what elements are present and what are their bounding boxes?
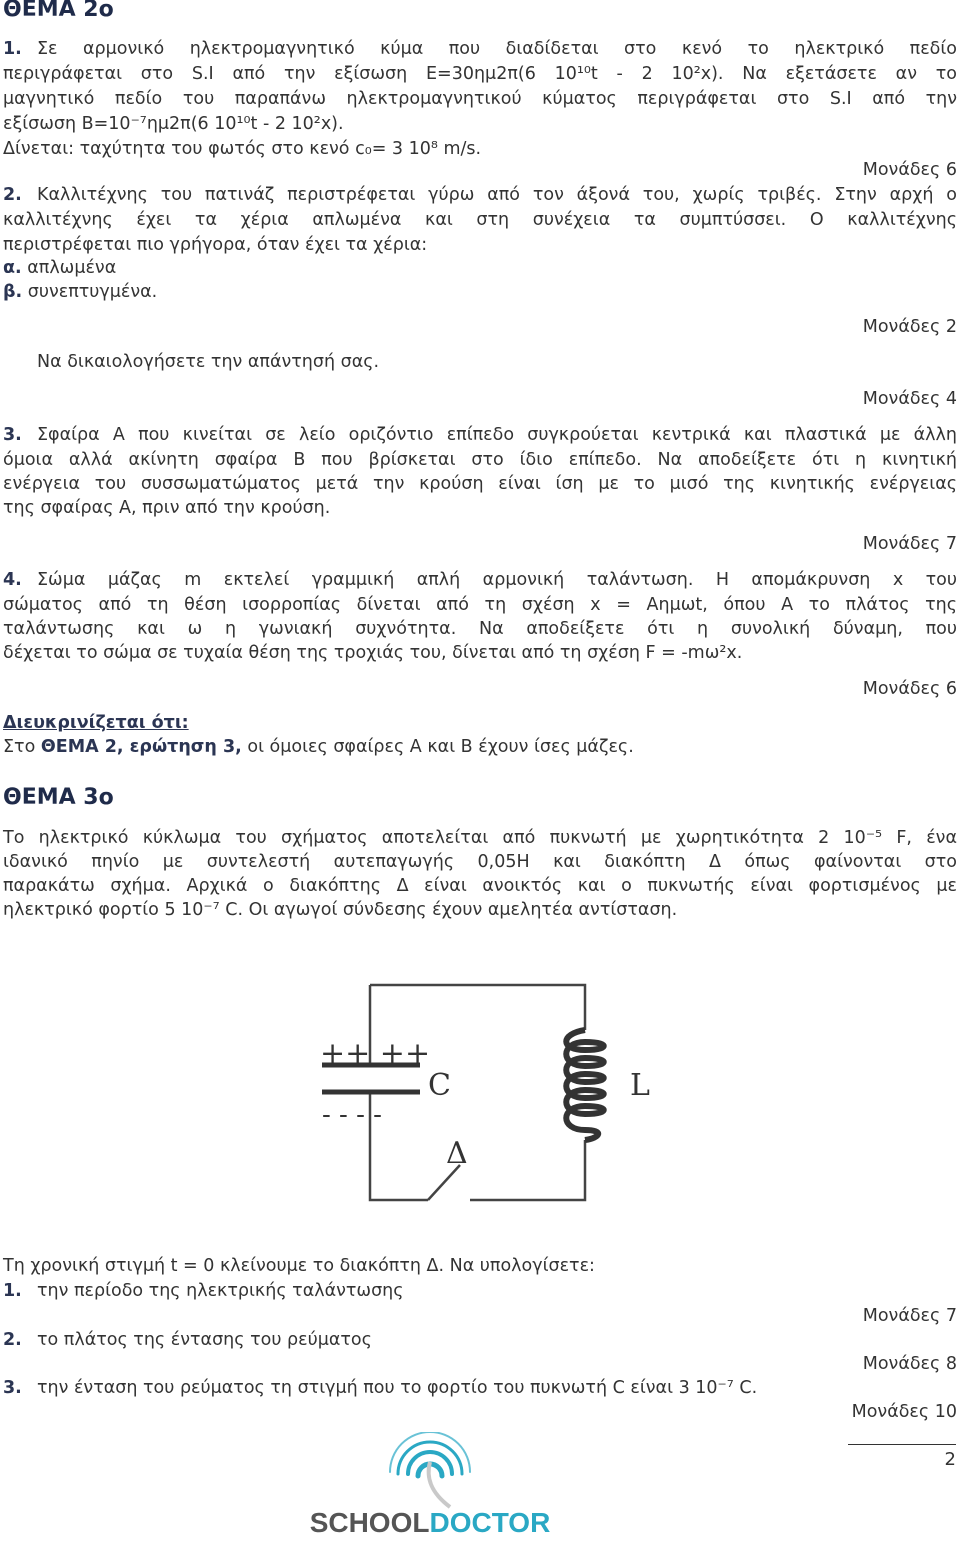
logo-text-doctor: DOCTOR bbox=[429, 1507, 551, 1538]
q4-marks: Μονάδες 6 bbox=[862, 679, 957, 699]
q2-marks-2: Μονάδες 4 bbox=[862, 389, 957, 409]
q4-line1: Σώμα μάζας m εκτελεί γραμμική απλή αρμονική ταλάντωση. Η απομάκρυνση x του bbox=[37, 570, 957, 590]
capacitor-label: C bbox=[428, 1068, 451, 1103]
q3-line3: ενέργεια του συσσωματώματος μετά την κρούση είναι ίση με το μισό της κινητικής ενέργειας bbox=[3, 474, 957, 494]
q4-line2: σώματος από τη θέση ισορροπίας δίνεται από τη σχέση x = Αημωt, όπου Α το πλάτος της bbox=[3, 595, 957, 615]
part3-number: 3. bbox=[3, 1378, 22, 1398]
part1-number: 1. bbox=[3, 1281, 22, 1301]
inductor-coil bbox=[566, 1030, 604, 1140]
q3-number: 3. bbox=[3, 425, 22, 445]
page-number: 2 bbox=[848, 1444, 956, 1470]
q2-line3: περιστρέφεται πιο γρήγορα, όταν έχει τα χέρια: bbox=[3, 235, 428, 255]
logo-text bbox=[310, 1507, 551, 1538]
q2-option-a-label: α. bbox=[3, 258, 22, 278]
clarification-bold: ΘΕΜΑ 2, ερώτηση 3, bbox=[40, 737, 242, 757]
q2-option-b-text: συνεπτυγμένα. bbox=[27, 282, 158, 302]
theme3-line4: ηλεκτρικό φορτίο 5 10⁻⁷ C. Οι αγωγοί σύνδεσης έχουν αμελητέα αντίσταση. bbox=[3, 900, 678, 920]
part1-text: την περίοδο της ηλεκτρικής ταλάντωσης bbox=[37, 1281, 404, 1301]
part3-text: την ένταση του ρεύματος τη στιγμή που το φορτίο του πυκνωτή C είναι 3 10⁻⁷ C. bbox=[37, 1378, 758, 1398]
q4-line3: ταλάντωσης και ω η γωνιακή συχνότητα. Να αποδείξετε ότι η συνολική δύναμη, που bbox=[3, 619, 957, 639]
q3-line4: της σφαίρας Α, πριν από την κρούση. bbox=[3, 498, 331, 518]
q2-option-b-label: β. bbox=[3, 282, 23, 302]
logo-text-school: SCHOOL bbox=[309, 1507, 430, 1538]
capacitor-minus-charges: - - - - bbox=[322, 1100, 382, 1130]
q2-option-b bbox=[3, 280, 157, 304]
theme3-line3: παρακάτω σχήμα. Αρχικά ο διακόπτης Δ είναι ανοικτός και ο πυκνωτής είναι φορτισμένος με bbox=[3, 876, 957, 896]
part2-marks: Μονάδες 8 bbox=[862, 1354, 957, 1374]
clarification-pre: Στο bbox=[3, 737, 41, 757]
theme3-line2: ιδανικό πηνίο με συντελεστή αυτεπαγωγής 0,05Η και διακόπτη Δ όπως φαίνονται στο bbox=[3, 852, 957, 872]
switch-label: Δ bbox=[446, 1136, 468, 1171]
schooldoctor-logo bbox=[300, 1432, 560, 1544]
q2-line2: καλλιτέχνης έχει τα χέρια απλωμένα και στη συνέχεια τα συμπτύσσει. Ο καλλιτέχνης bbox=[3, 210, 957, 230]
q2-option-a bbox=[3, 256, 116, 280]
q1-line1: Σε αρμονικό ηλεκτρομαγνητικό κύμα που διαδίδεται στο κενό το ηλεκτρικό πεδίο bbox=[37, 39, 957, 59]
clarification-title: Διευκρινίζεται ότι: bbox=[3, 713, 189, 733]
theme3-line1: Το ηλεκτρικό κύκλωμα του σχήματος αποτελείται από πυκνωτή με χωρητικότητα 2 10⁻⁵ F, ένα bbox=[3, 828, 957, 848]
q2-number: 2. bbox=[3, 185, 22, 205]
part2-text: το πλάτος της έντασης του ρεύματος bbox=[37, 1330, 372, 1350]
q2-option-a-text: απλωμένα bbox=[27, 258, 117, 278]
q1-line5: Δίνεται: ταχύτητα του φωτός στο κενό c₀= 3 10⁸ m/s. bbox=[3, 139, 482, 159]
part1-marks: Μονάδες 7 bbox=[862, 1306, 957, 1326]
theme3-intro: Τη χρονική στιγμή t = 0 κλείνουμε το διακόπτη Δ. Να υπολογίσετε: bbox=[3, 1256, 595, 1276]
wire-bottom-right bbox=[470, 1140, 585, 1200]
q3-line2: όμοια αλλά ακίνητη σφαίρα Β που βρίσκεται στο ίδιο επίπεδο. Να αποδείξετε ότι η κινητική bbox=[3, 450, 957, 470]
theme3-heading: ΘΕΜΑ 3ο bbox=[3, 785, 114, 810]
clarification-text bbox=[3, 735, 634, 759]
clarification-post: οι όμοιες σφαίρες Α και Β έχουν ίσες μάζες. bbox=[241, 737, 634, 757]
q4-line4: δέχεται το σώμα σε τυχαία θέση της τροχιάς του, δίνεται από τη σχέση F = -mω²x. bbox=[3, 643, 743, 663]
q3-marks: Μονάδες 7 bbox=[862, 534, 957, 554]
wire-top-right bbox=[370, 985, 585, 1030]
q2-marks-1: Μονάδες 2 bbox=[862, 317, 957, 337]
q1-line4: εξίσωση Β=10⁻⁷ημ2π(6 10¹⁰t - 2 10²x). bbox=[3, 114, 344, 134]
q1-marks: Μονάδες 6 bbox=[862, 160, 957, 180]
q1-number: 1. bbox=[3, 39, 22, 59]
capacitor-plus-charges: ++ ++ bbox=[320, 1036, 431, 1071]
q4-number: 4. bbox=[3, 570, 22, 590]
q3-line1: Σφαίρα Α που κινείται σε λείο οριζόντιο επίπεδο συγκρούεται κεντρικά και πλαστικά με άλλη bbox=[37, 425, 957, 445]
q2-line1: Καλλιτέχνης του πατινάζ περιστρέφεται γύρω από τον άξονά του, χωρίς τριβές. Στην αρχή ο bbox=[37, 185, 957, 205]
q2-justify: Να δικαιολογήσετε την απάντησή σας. bbox=[37, 352, 380, 372]
part3-marks: Μονάδες 10 bbox=[851, 1402, 957, 1422]
lc-circuit-diagram bbox=[300, 975, 660, 1225]
inductor-label: L bbox=[630, 1068, 650, 1103]
part2-number: 2. bbox=[3, 1330, 22, 1350]
theme2-heading: ΘΕΜΑ 2ο bbox=[3, 0, 114, 22]
q1-line3: μαγνητικό πεδίο του παραπάνω ηλεκτρομαγνητικού κύματος περιγράφεται στο S.I από την bbox=[3, 89, 957, 109]
q1-line2: περιγράφεται στο S.I από την εξίσωση Ε=30ημ2π(6 10¹⁰t - 2 10²x). Να εξετάσετε αν το bbox=[3, 64, 957, 84]
